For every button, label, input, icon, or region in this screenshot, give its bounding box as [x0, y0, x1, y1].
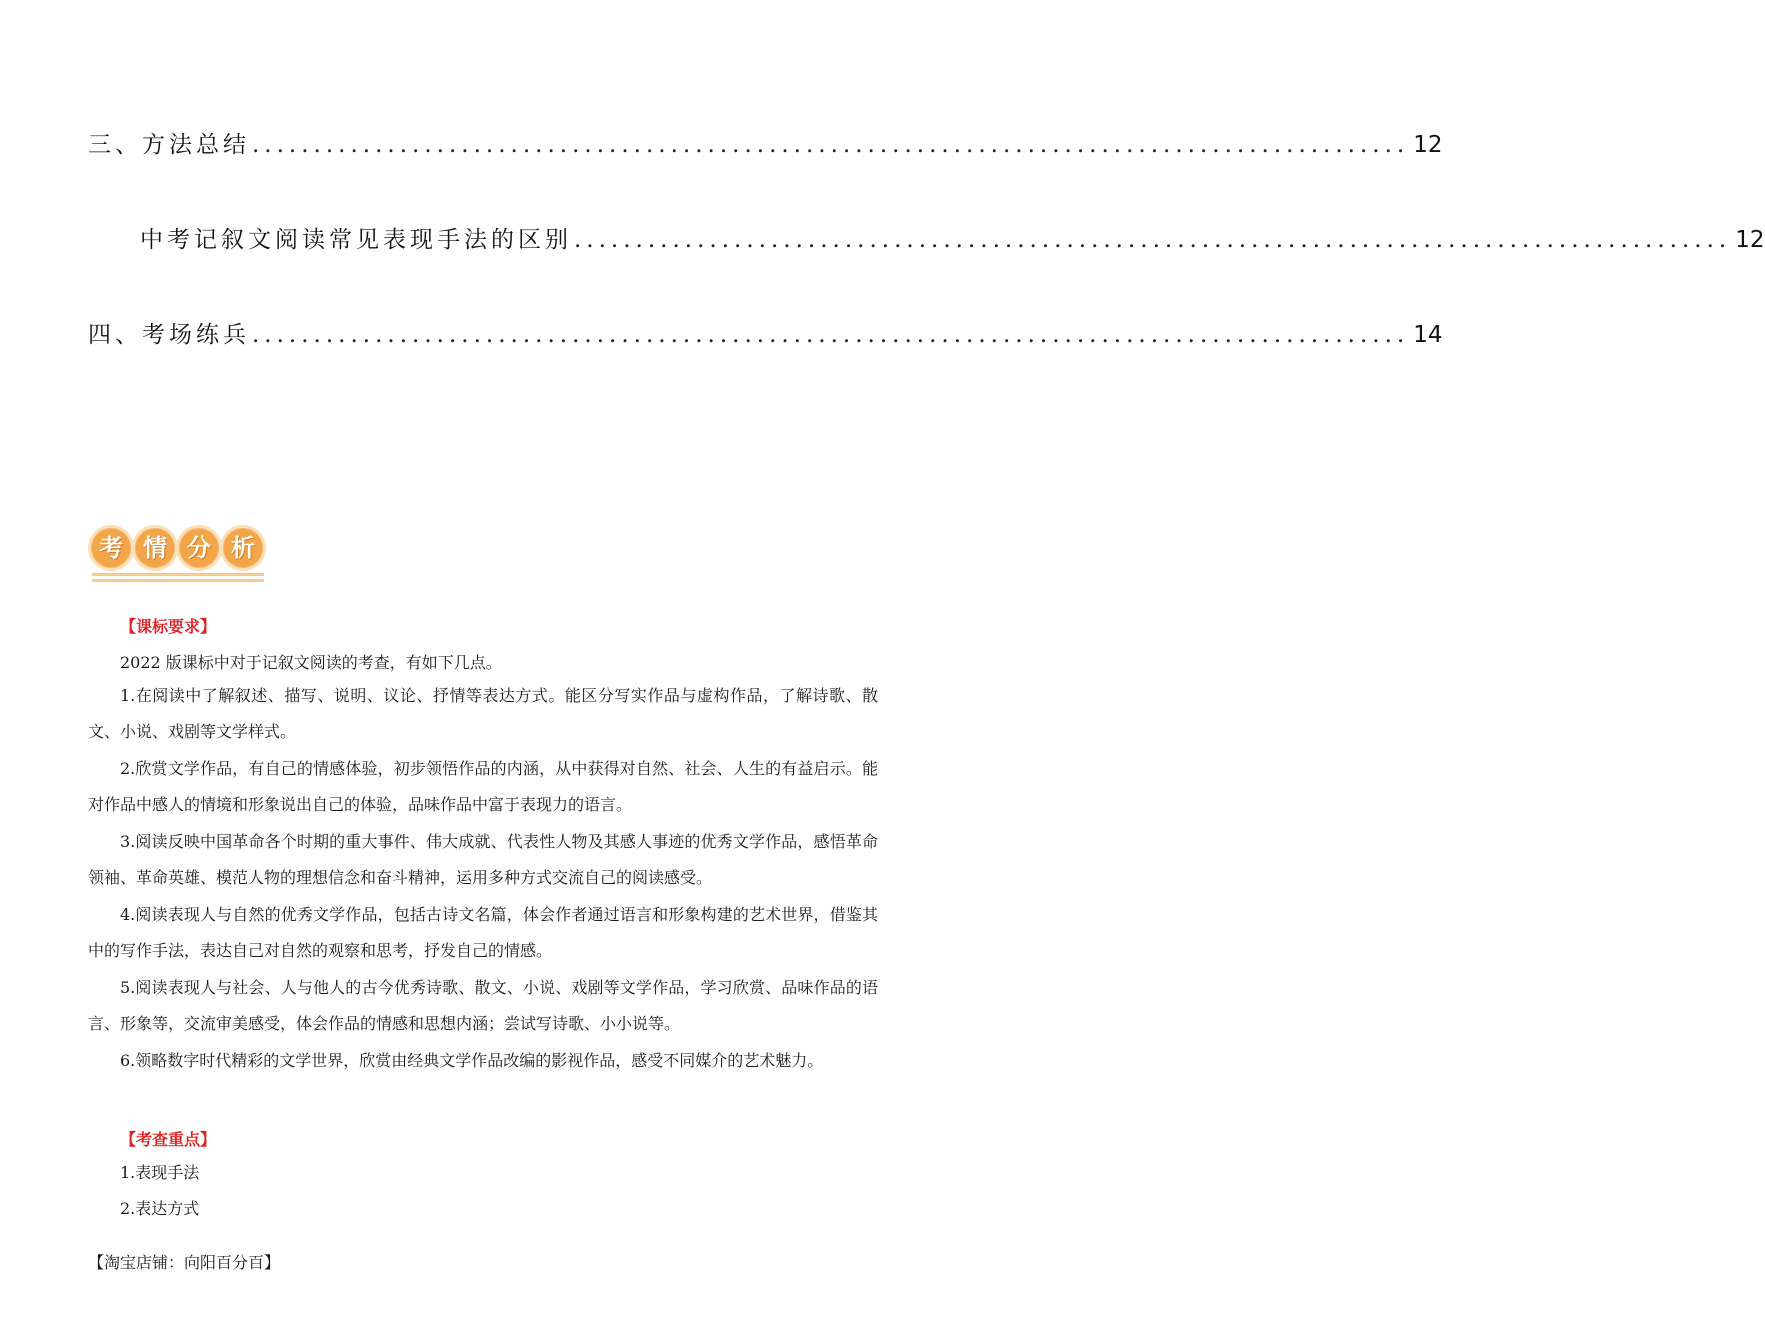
banner-underline	[92, 573, 264, 576]
requirement-item: 3.阅读反映中国革命各个时期的重大事件、伟大成就、代表性人物及其感人事迹的优秀文学作品，感悟革命领袖、革命英雄、模范人物的理想信念和奋斗精神，运用多种方式交流自己的阅读感受。	[88, 832, 878, 887]
toc-leader-dots: ..............................................................................................	[574, 227, 1732, 253]
toc-entry[interactable]	[140, 221, 1765, 254]
requirement-item: 2.欣赏文学作品，有自己的情感体验，初步领悟作品的内涵，从中获得对自然、社会、人生的有益启示。能对作品中感人的情境和形象说出自己的体验，品味作品中富于表现力的语言。	[88, 759, 878, 814]
toc-page-number: 14	[1413, 322, 1443, 348]
footer-shop-note: 【淘宝店铺：向阳百分百】	[88, 1253, 281, 1272]
toc-leader-dots: ..............................................................................................	[252, 132, 1410, 158]
requirement-item: 1.在阅读中了解叙述、描写、说明、议论、抒情等表达方式。能区分写实作品与虚构作品，了解诗歌、散文、小说、戏剧等文学样式。	[88, 686, 878, 741]
focus-item: 2.表达方式	[120, 1199, 200, 1218]
toc-page-number: 12	[1735, 227, 1765, 253]
toc-entry-title: 四、考场练兵	[88, 322, 250, 348]
toc-entry-title: 三、方法总结	[88, 132, 250, 158]
focus-label: 【考查重点】	[120, 1130, 217, 1149]
banner-char: 析	[220, 525, 266, 571]
requirement-item: 4.阅读表现人与自然的优秀文学作品，包括古诗文名篇，体会作者通过语言和形象构建的艺术世界，借鉴其中的写作手法，表达自己对自然的观察和思考，抒发自己的情感。	[88, 905, 878, 960]
banner-char: 考	[88, 525, 134, 571]
focus-item: 1.表现手法	[120, 1163, 200, 1182]
toc-entry[interactable]	[88, 126, 1443, 159]
toc-entry-title: 中考记叙文阅读常见表现手法的区别	[140, 227, 572, 253]
banner-char: 情	[132, 525, 178, 571]
requirement-item: 5.阅读表现人与社会、人与他人的古今优秀诗歌、散文、小说、戏剧等文学作品，学习欣赏、品味作品的语言、形象等，交流审美感受，体会作品的情感和思想内涵；尝试写诗歌、小小说等。	[88, 978, 878, 1033]
toc-leader-dots: ..............................................................................................	[252, 322, 1410, 348]
requirements-intro: 2022 版课标中对于记叙文阅读的考查，有如下几点。	[120, 653, 502, 672]
banner-underline	[92, 579, 264, 582]
requirement-item: 6.领略数字时代精彩的文学世界，欣赏由经典文学作品改编的影视作品，感受不同媒介的艺术魅力。	[120, 1051, 824, 1070]
banner-char: 分	[176, 525, 222, 571]
section-banner	[88, 522, 270, 584]
toc-entry[interactable]	[88, 316, 1443, 349]
requirements-label: 【课标要求】	[120, 617, 217, 636]
toc-page-number: 12	[1413, 132, 1443, 158]
